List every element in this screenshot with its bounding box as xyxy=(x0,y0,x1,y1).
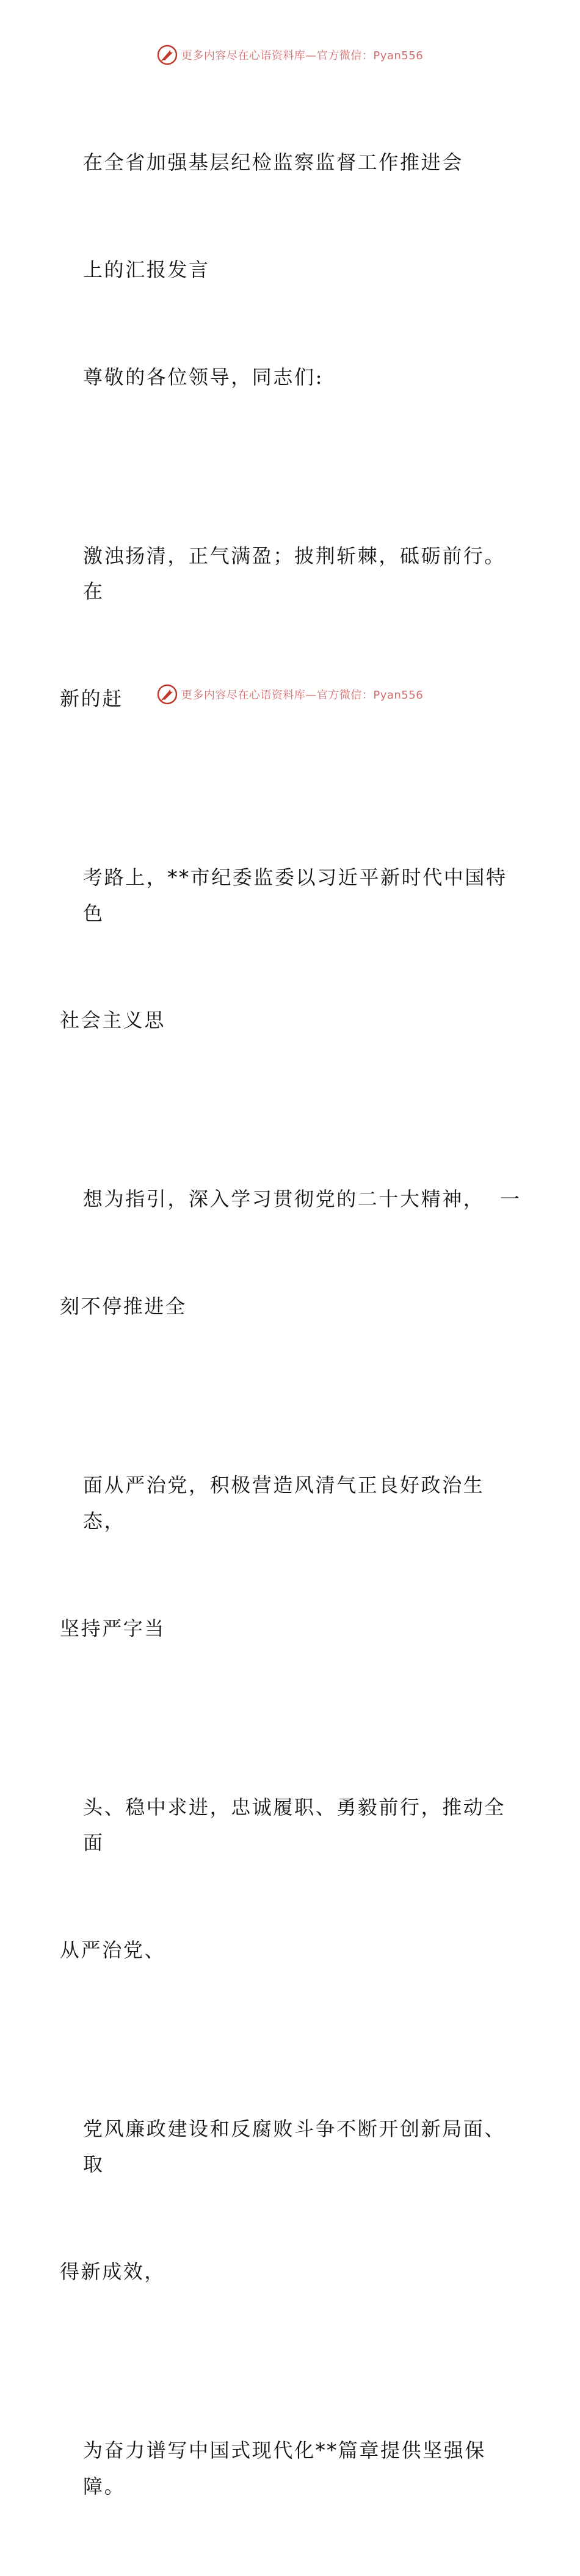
title-line-2: 上的汇报发言 xyxy=(83,257,210,281)
watermark-text: 更多内容尽在心语资料库—官方微信：Pyan556 xyxy=(181,689,424,702)
paragraph: 为奋力谱写中国式现代化**篇章提供坚强保障。 xyxy=(83,2439,487,2498)
paragraph: 头、稳中求进，忠诚履职、勇毅前行，推动全面 从严治党、 xyxy=(60,1795,506,1962)
pen-nib-logo-icon xyxy=(157,684,178,705)
paragraph: 考路上，**市纪委监委以习近平新时代中国特色 社会主义思 xyxy=(60,866,507,1032)
header-watermark xyxy=(0,43,580,67)
footer-watermark xyxy=(0,682,580,707)
paragraph: 激浊扬清，正气满盈；披荆斩棘，砥砺前行。在 新的赶 xyxy=(60,544,506,711)
watermark-text: 更多内容尽在心语资料库—官方微信：Pyan556 xyxy=(181,49,424,62)
paragraph: 党风廉政建设和反腐败斗争不断开创新局面、取 得新成效， xyxy=(60,2117,506,2284)
salutation: 尊敬的各位领导，同志们: xyxy=(83,365,324,389)
paragraph: 想为指引，深入学习贯彻党的二十大精神， 一 刻不停推进全 xyxy=(60,1187,521,1319)
document-title xyxy=(60,73,524,467)
pen-nib-logo-icon xyxy=(157,45,178,65)
document-body xyxy=(60,73,524,2576)
title-line-1: 在全省加强基层纪检监察监督工作推进会 xyxy=(83,151,463,174)
paragraph: 面从严治党，积极营造风清气正良好政治生态， 坚持严字当 xyxy=(60,1473,485,1640)
